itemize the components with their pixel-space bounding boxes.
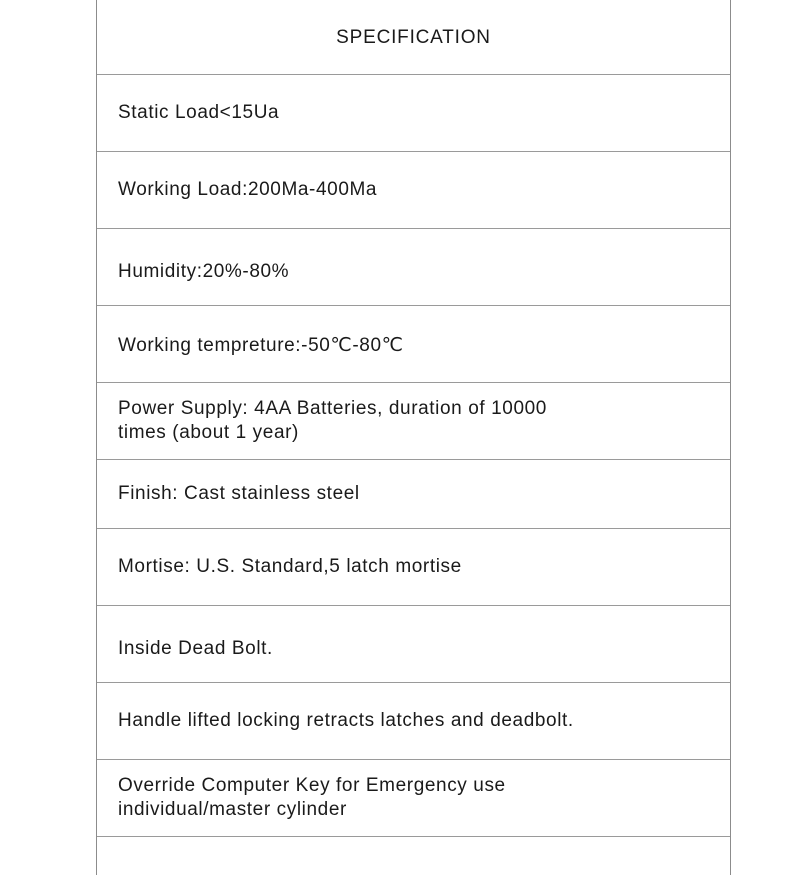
spec-row-handle <box>97 683 730 760</box>
spec-row-static-load <box>97 75 730 152</box>
spec-static-load: Static Load<15Ua <box>118 102 280 123</box>
spec-power-supply: Power Supply: 4AA Batteries, duration of 10000 times (about 1 year) <box>118 398 547 443</box>
table-header: SPECIFICATION <box>336 27 491 48</box>
spec-humidity: Humidity:20%-80% <box>118 261 290 282</box>
spec-row-empty <box>97 837 730 875</box>
spec-row-override-key <box>97 760 730 837</box>
spec-row-working-load <box>97 152 730 229</box>
spec-override-key: Override Computer Key for Emergency use individual/master cylinder <box>118 775 506 820</box>
table-header-row <box>97 0 730 75</box>
spec-working-load: Working Load:200Ma-400Ma <box>118 179 378 200</box>
spec-row-humidity <box>97 229 730 306</box>
spec-temperature: Working tempreture:-50℃-80℃ <box>118 335 404 356</box>
spec-finish: Finish: Cast stainless steel <box>118 483 360 504</box>
spec-row-finish <box>97 460 730 529</box>
spec-row-power-supply <box>97 383 730 460</box>
spec-dead-bolt: Inside Dead Bolt. <box>118 637 273 659</box>
spec-row-dead-bolt <box>97 606 730 683</box>
spec-row-temperature <box>97 306 730 383</box>
spec-mortise: Mortise: U.S. Standard,5 latch mortise <box>118 556 462 577</box>
spec-handle: Handle lifted locking retracts latches and deadbolt. <box>118 710 574 731</box>
specification-table <box>96 0 731 875</box>
spec-row-mortise <box>97 529 730 606</box>
